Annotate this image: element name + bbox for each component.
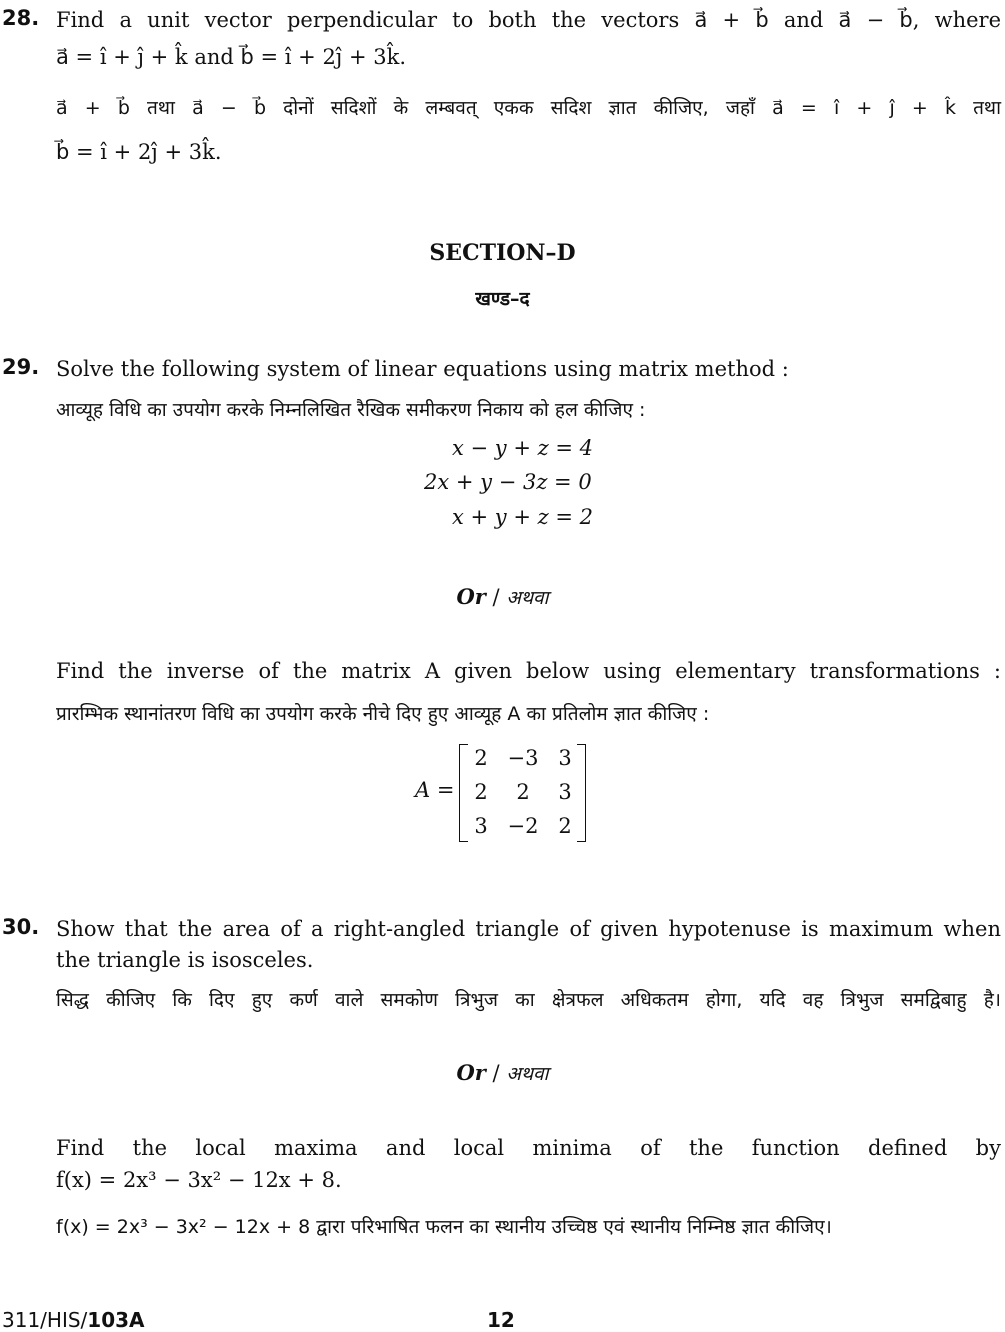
matrix-cell: −3 <box>507 746 539 770</box>
footer-paper-code <box>2 1308 145 1332</box>
or-separator: / <box>485 585 507 609</box>
question-text-hi-line2: b⃗ = î + 2ĵ + 3k̂. <box>56 140 222 164</box>
equation-3: x + y + z = 2 <box>452 505 593 529</box>
question-number: 29. <box>2 355 40 379</box>
or-label-en: Or <box>456 1060 486 1085</box>
alternative-text-hi: प्रारम्भिक स्थानांतरण विधि का उपयोग करके नीचे दिए हुए आव्यूह A का प्रतिलोम ज्ञात कीजिए : <box>56 703 710 725</box>
matrix-cell: 2 <box>474 746 488 770</box>
question-text-hi-line1: a⃗ + b⃗ तथा a⃗ − b⃗ दोनों सदिशों के लम्बवत् एकक सदिश ज्ञात कीजिए, जहाँ a⃗ = î + ĵ + k̂ तथा <box>56 97 1001 119</box>
or-label-en: Or <box>456 584 486 609</box>
or-label-hi: अथवा <box>506 1063 549 1085</box>
section-title-hi: खण्ड–द <box>475 288 530 310</box>
question-text-en: Solve the following system of linear equations using matrix method : <box>56 357 789 381</box>
matrix-label: A = <box>415 778 455 802</box>
matrix-cell: 2 <box>474 780 488 804</box>
page-number: 12 <box>487 1308 515 1332</box>
question-text-en-line2: the triangle is isosceles. <box>56 948 314 972</box>
alternative-text-hi: f(x) = 2x³ − 3x² − 12x + 8 द्वारा परिभाषित फलन का स्थानीय उच्चिष्ठ एवं स्थानीय निम्निष्ठ ज्ञात कीजिए। <box>56 1216 832 1238</box>
question-text-hi: सिद्ध कीजिए कि दिए हुए कर्ण वाले समकोण त्रिभुज का क्षेत्रफल अधिकतम होगा, यदि वह त्रिभुज समद्विबाहु है। <box>56 989 1001 1011</box>
question-text-en-line1: Find a unit vector perpendicular to both the vectors a⃗ + b⃗ and a⃗ − b⃗, where <box>56 8 1001 32</box>
matrix-a <box>415 742 595 842</box>
question-text-en-line2: a⃗ = î + ĵ + k̂ and b⃗ = î + 2ĵ + 3k̂. <box>56 45 407 69</box>
matrix-cell: 3 <box>474 814 488 838</box>
equation-2: 2x + y − 3z = 0 <box>424 470 592 494</box>
section-title: SECTION–D <box>429 240 576 266</box>
or-label-hi: अथवा <box>506 587 549 609</box>
equation-1: x − y + z = 4 <box>452 436 593 460</box>
alternative-text-en: Find the inverse of the matrix A given below using elementary transformations : <box>56 659 1001 683</box>
matrix-cell: 2 <box>558 814 572 838</box>
paper-code-prefix: 311/HIS/ <box>2 1308 88 1332</box>
alternative-text-en-line1: Find the local maxima and local minima of the function defined by <box>56 1136 1001 1160</box>
or-divider <box>0 1060 1005 1086</box>
matrix-cell: −2 <box>507 814 539 838</box>
question-number: 28. <box>2 6 40 30</box>
question-text-en-line1: Show that the area of a right-angled triangle of given hypotenuse is maximum when <box>56 917 1001 941</box>
matrix-cell: 2 <box>516 780 530 804</box>
question-text-hi: आव्यूह विधि का उपयोग करके निम्नलिखित रैखिक समीकरण निकाय को हल कीजिए : <box>56 399 646 421</box>
alternative-text-en-line2: f(x) = 2x³ − 3x² − 12x + 8. <box>56 1168 342 1192</box>
or-separator: / <box>485 1061 507 1085</box>
matrix-cell: 3 <box>558 746 572 770</box>
matrix-cell: 3 <box>558 780 572 804</box>
question-number: 30. <box>2 915 40 939</box>
or-divider <box>0 584 1005 610</box>
paper-code-bold: 103A <box>87 1308 145 1332</box>
